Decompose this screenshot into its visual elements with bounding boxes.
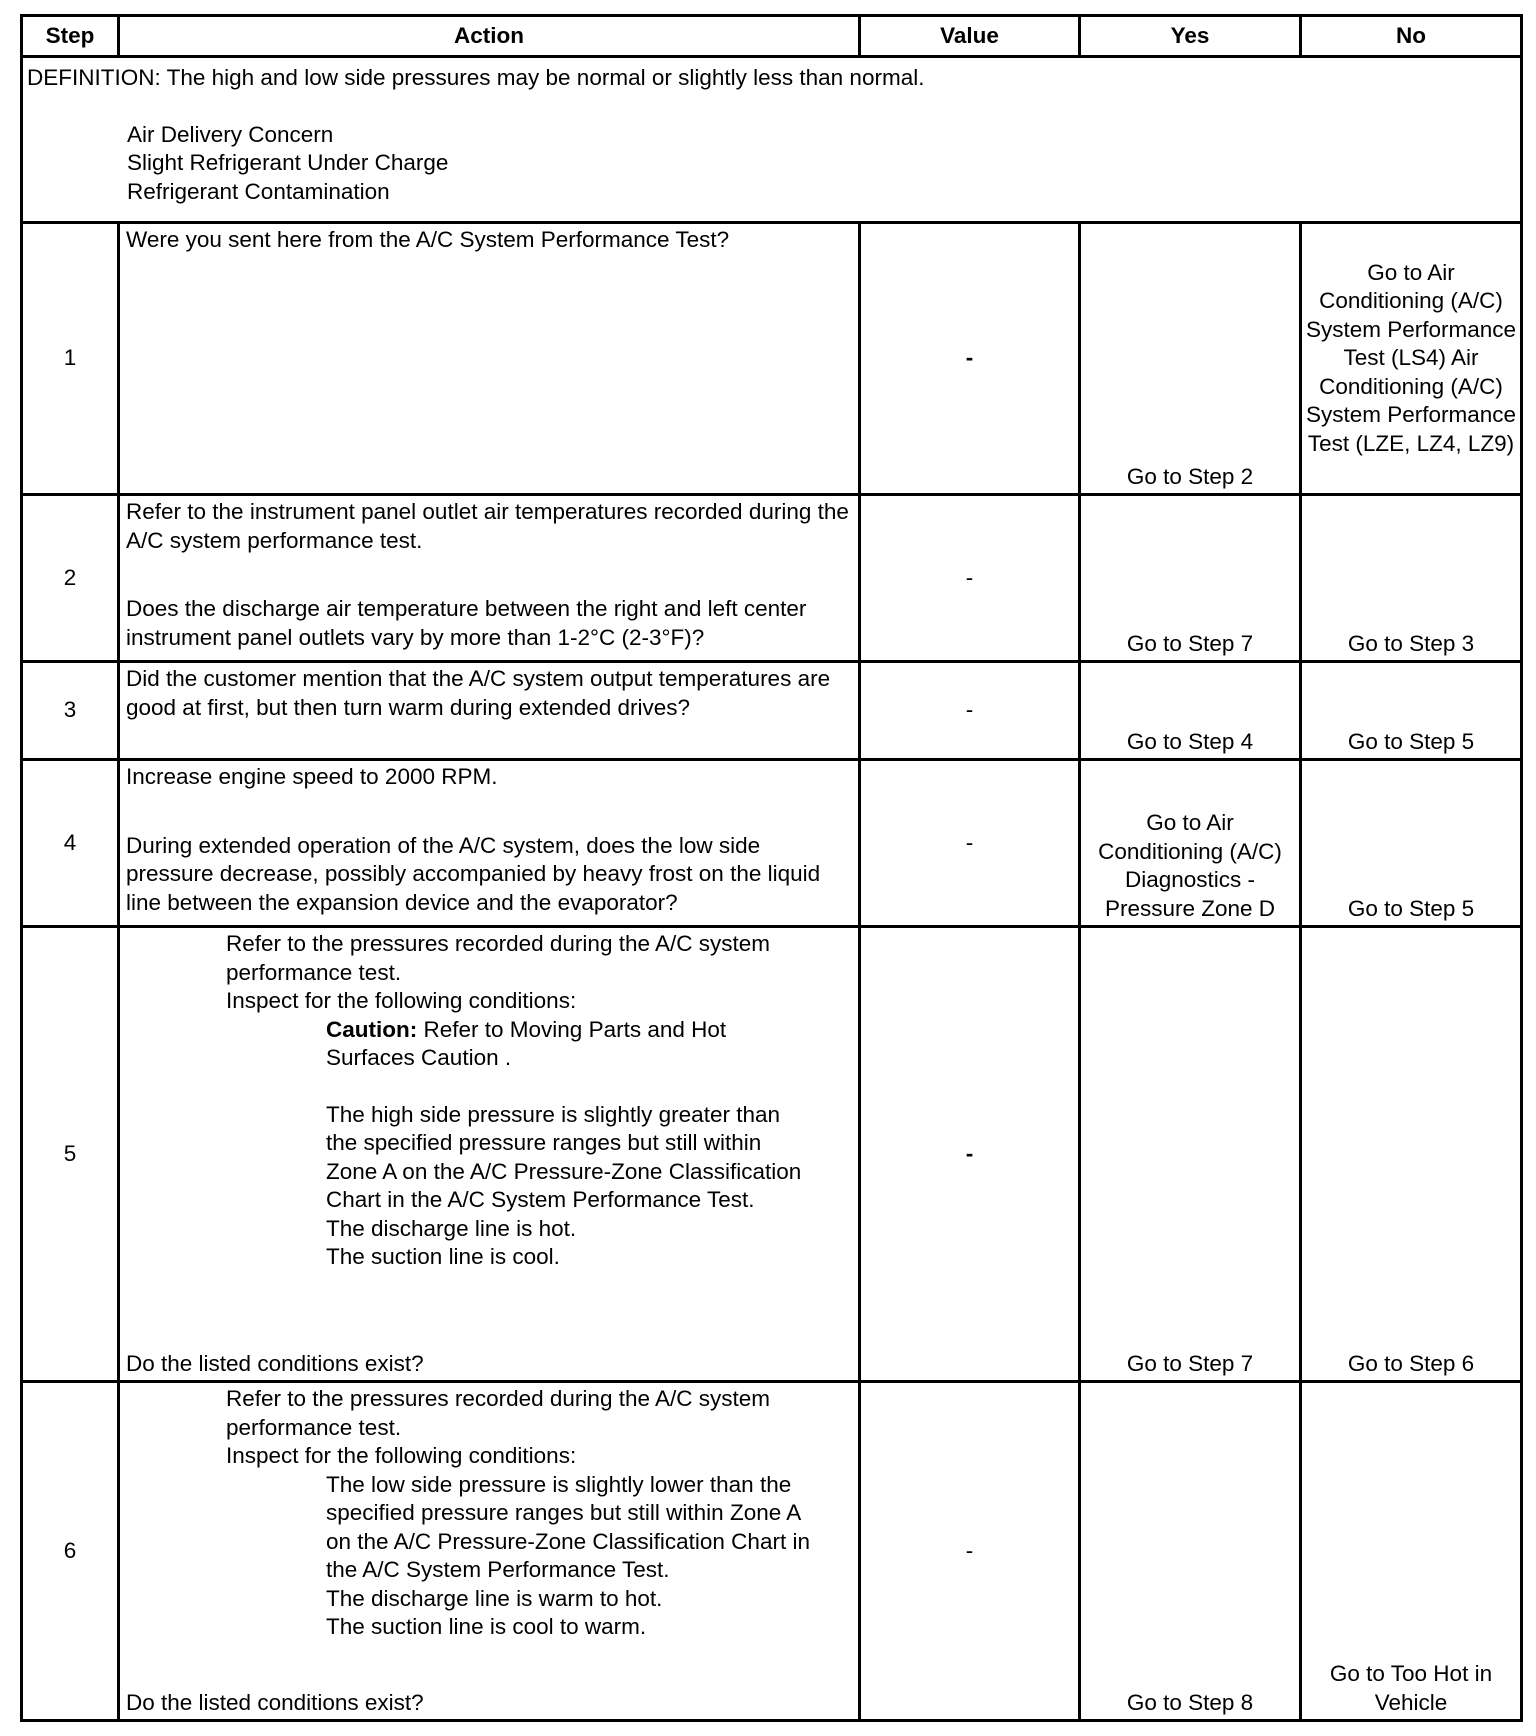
no-link[interactable]: Go to Too Hot in Vehicle: [1301, 1382, 1522, 1721]
definition-item: Refrigerant Contamination: [127, 178, 390, 204]
yes-link[interactable]: Go to Step 7: [1080, 495, 1301, 662]
value-cell: -: [860, 662, 1080, 760]
value-cell: -: [860, 495, 1080, 662]
table-row: [22, 223, 1522, 495]
caution-label: Caution:: [326, 1016, 418, 1042]
action-inspect: Inspect for the following conditions:: [226, 988, 577, 1013]
no-link[interactable]: Go to Step 3: [1301, 495, 1522, 662]
action-text: Were you sent here from the A/C System Performance Test?: [119, 223, 860, 495]
yes-link[interactable]: Go to Step 8: [1080, 1382, 1301, 1721]
yes-link[interactable]: Go to Step 7: [1080, 927, 1301, 1382]
table-row: [22, 760, 1522, 927]
value-cell: -: [860, 927, 1080, 1382]
table-row: [22, 927, 1522, 1382]
yes-link[interactable]: Go to Air Conditioning (A/C) Diagnostics - Pressure Zone D: [1080, 760, 1301, 927]
condition-item: The high side pressure is slightly greater than the specified pressure ranges but still within Zone A on the A/C Pressure-Zone Classification Chart in the A/C System Performance Test.: [326, 1101, 802, 1212]
caution-note: [326, 1016, 792, 1073]
action-cell: [119, 495, 860, 662]
action-question: Do the listed conditions exist?: [126, 1689, 424, 1715]
definition-cell: [22, 57, 1522, 223]
action-question: Do the listed conditions exist?: [126, 1350, 424, 1376]
header-yes: Yes: [1080, 16, 1301, 57]
table-row: [22, 662, 1522, 760]
step-number: 5: [22, 927, 119, 1382]
action-cell: [119, 1382, 860, 1721]
no-link[interactable]: Go to Air Conditioning (A/C) System Performance Test (LS4) Air Conditioning (A/C) System Performance Test (LZE, LZ4, LZ9): [1301, 223, 1522, 495]
action-intro: Refer to the pressures recorded during the A/C system performance test.: [226, 931, 771, 985]
caution-link[interactable]: Refer to Moving Parts and Hot Surfaces Caution .: [326, 1016, 727, 1070]
step-number: 1: [22, 223, 119, 495]
condition-item: The suction line is cool to warm.: [326, 1614, 647, 1639]
yes-link[interactable]: Go to Step 4: [1080, 662, 1301, 760]
yes-link[interactable]: Go to Step 2: [1080, 223, 1301, 495]
table-row: [22, 495, 1522, 662]
definition-item: Slight Refrigerant Under Charge: [127, 150, 449, 175]
table-row: [22, 1382, 1522, 1721]
action-question: Does the discharge air temperature between the right and left center instrument panel outlets vary by more than 1-2°C (2-3°F)?: [126, 596, 807, 650]
definition-text: DEFINITION: The high and low side pressures may be normal or slightly less than normal.: [27, 65, 925, 90]
action-cell: [119, 760, 860, 927]
action-text: Did the customer mention that the A/C system output temperatures are good at first, but then turn warm during extended drives?: [119, 662, 860, 760]
header-row: [22, 16, 1522, 57]
action-question: During extended operation of the A/C system, does the low side pressure decrease, possibly accompanied by heavy frost on the liquid line between the expansion device and the evaporator?: [126, 832, 821, 915]
definition-row: [22, 57, 1522, 223]
action-text: Refer to the instrument panel outlet air temperatures recorded during the A/C system performance test.: [126, 499, 849, 553]
no-link[interactable]: Go to Step 6: [1301, 927, 1522, 1382]
step-number: 6: [22, 1382, 119, 1721]
header-value: Value: [860, 16, 1080, 57]
diagnostic-table: [20, 14, 1523, 1722]
action-cell: [119, 927, 860, 1382]
step-number: 3: [22, 662, 119, 760]
header-step: Step: [22, 16, 119, 57]
header-action: Action: [119, 16, 860, 57]
condition-item: The discharge line is warm to hot.: [326, 1585, 663, 1611]
value-cell: -: [860, 1382, 1080, 1721]
condition-item: The low side pressure is slightly lower than the specified pressure ranges but still within Zone A on the A/C Pressure-Zone Classification Chart in the A/C System Performance Test.: [326, 1471, 810, 1582]
value-cell: -: [860, 223, 1080, 495]
step-number: 4: [22, 760, 119, 927]
header-no: No: [1301, 16, 1522, 57]
no-link[interactable]: Go to Step 5: [1301, 760, 1522, 927]
no-link[interactable]: Go to Step 5: [1301, 662, 1522, 760]
condition-item: The discharge line is hot.: [326, 1215, 577, 1241]
action-inspect: Inspect for the following conditions:: [226, 1443, 577, 1468]
definition-item: Air Delivery Concern: [127, 121, 334, 147]
value-cell: -: [860, 760, 1080, 927]
action-intro: Refer to the pressures recorded during the A/C system performance test.: [226, 1386, 771, 1440]
step-number: 2: [22, 495, 119, 662]
action-text: Increase engine speed to 2000 RPM.: [126, 764, 498, 789]
condition-item: The suction line is cool.: [326, 1244, 560, 1269]
diagnostic-table-container: [20, 14, 1523, 1722]
